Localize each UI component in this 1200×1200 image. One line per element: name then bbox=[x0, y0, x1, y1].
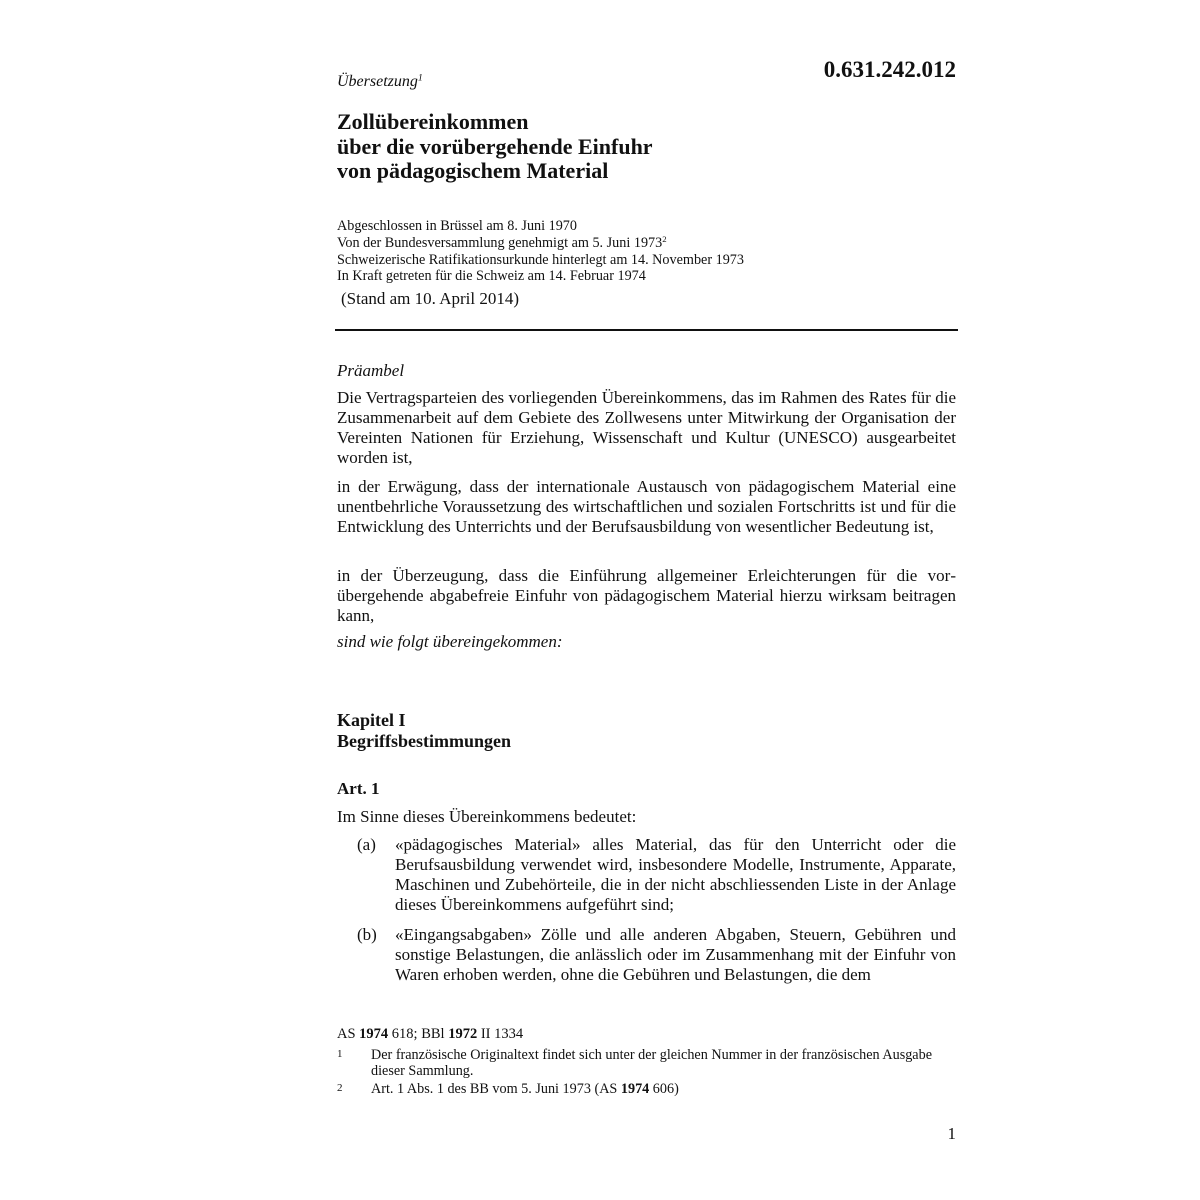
source-suffix: II 1334 bbox=[477, 1026, 524, 1042]
preamble-closing: sind wie folgt übereingekommen: bbox=[337, 632, 563, 651]
footnote-text bbox=[371, 1081, 957, 1097]
footnote-text-pre: Art. 1 Abs. 1 des BB vom 5. Juni 1973 (AS bbox=[371, 1081, 621, 1097]
footnote-2 bbox=[337, 1081, 957, 1097]
document-metadata bbox=[337, 218, 744, 285]
source-reference bbox=[337, 1026, 523, 1043]
preamble-paragraph-3: in der Überzeugung, dass die Einführung allgemeiner Erleichterungen für die vorübergehende abgabefreie Einfuhr von pädagogischem Material hierzu wirksam beitragen kann, bbox=[337, 566, 956, 625]
footnote-text-post: 606) bbox=[649, 1081, 679, 1097]
source-prefix: AS bbox=[337, 1026, 360, 1042]
item-text: «Eingangsabgaben» Zölle und alle anderen Abgaben, Steuern, Gebühren und sonstige Belastungen, die anlässlich oder im Zusammenhang mit der Einfuhr von Waren erhoben werden, ohne die Gebühren und Belastungen, die dem bbox=[395, 925, 956, 984]
document-title bbox=[337, 110, 653, 184]
title-line-2: über die vorübergehende Einfuhr bbox=[337, 133, 653, 159]
footnote-ref-1[interactable]: 1 bbox=[417, 72, 423, 84]
item-text: «pädagogisches Material» alles Material, das für den Unterricht oder die Berufsausbildung verwendet wird, insbesondere Modelle, Instrumente, Apparate, Maschinen und Zubehörteile, die in der nicht abschliessenden Liste in der Anlage dieses Übereinkommens aufgeführt sind; bbox=[395, 835, 956, 914]
chapter-number: Kapitel I bbox=[337, 710, 406, 730]
concluded-date: Abgeschlossen in Brüssel am 8. Juni 1970 bbox=[337, 218, 577, 234]
source-year-1: 1974 bbox=[359, 1026, 389, 1042]
chapter-heading bbox=[337, 710, 511, 752]
preamble-paragraph-1: Die Vertragsparteien des vorliegenden Übereinkommens, das im Rahmen des Rates für die Zusammenarbeit auf dem Gebiete des Zollwesens unter Mitwirkung der Organisation der Vereinten Nationen für Erziehung, Wissenschaft und Kultur (UNESCO) ausgearbeitet worden ist, bbox=[337, 388, 956, 467]
footnote-text-bold: 1974 bbox=[620, 1081, 650, 1097]
item-label: (b) bbox=[357, 925, 377, 944]
definition-item bbox=[357, 835, 956, 915]
page-number: 1 bbox=[947, 1124, 956, 1143]
preamble-paragraph-2: in der Erwägung, dass der internationale Austausch von pädagogischem Material eine unentbehrliche Voraussetzung des wirtschaftlichen und sozialen Fortschritts ist und für die Entwicklung des Unterrichts und der Berufsausbildung von wesentlicher Bedeutung ist, bbox=[337, 477, 956, 536]
ratified-date: Schweizerische Ratifikationsurkunde hinterlegt am 14. November 1973 bbox=[337, 251, 744, 268]
title-line-3: von pädagogischem Material bbox=[337, 158, 609, 183]
translation-label bbox=[337, 73, 423, 91]
title-line-1: Zollübereinkommen bbox=[337, 109, 529, 134]
preamble-heading: Präambel bbox=[337, 361, 405, 380]
translation-text: Übersetzung bbox=[337, 73, 418, 90]
document-number: 0.631.242.012 bbox=[823, 57, 956, 82]
chapter-title: Begriffsbestimmungen bbox=[337, 731, 511, 751]
definition-item bbox=[357, 925, 956, 985]
in-force-date: In Kraft getreten für die Schweiz am 14. Februar 1974 bbox=[337, 268, 646, 285]
footnote-1 bbox=[337, 1047, 957, 1079]
source-year-2: 1972 bbox=[448, 1026, 478, 1042]
status-date: (Stand am 10. April 2014) bbox=[341, 289, 520, 308]
article-heading: Art. 1 bbox=[337, 779, 380, 798]
approved-text: Von der Bundesversammlung genehmigt am 5. Juni 1973 bbox=[337, 234, 663, 251]
footnote-ref-2[interactable]: 2 bbox=[662, 233, 667, 244]
header-divider bbox=[335, 329, 958, 331]
source-mid: 618; BBl bbox=[388, 1026, 449, 1042]
item-label: (a) bbox=[357, 835, 376, 854]
footnote-number: 1 bbox=[337, 1048, 343, 1060]
footnote-text: Der französische Originaltext findet sich unter der gleichen Nummer in der französischen Ausgabe dieser Sammlung. bbox=[371, 1047, 932, 1079]
footnote-number: 2 bbox=[337, 1082, 343, 1094]
approved-date bbox=[337, 235, 744, 252]
article-intro: Im Sinne dieses Übereinkommens bedeutet: bbox=[337, 807, 637, 826]
